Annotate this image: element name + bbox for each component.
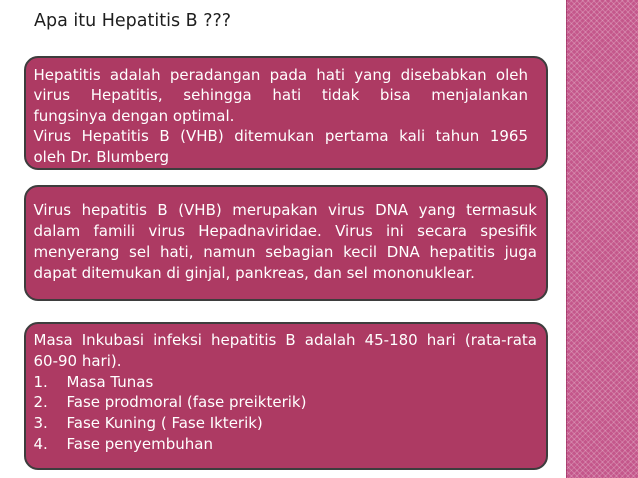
phase-number: 3. xyxy=(33,414,48,433)
virus-description-line: dapat ditemukan di ginjal, pankreas, dan sel mononuklear. xyxy=(33,264,475,282)
incubation-intro-line: Masa Inkubasi infeksi hepatitis B adalah 45-180 hari (rata-rata xyxy=(33,331,537,349)
phase-number: 1. xyxy=(33,372,48,391)
phase-list-item xyxy=(34,413,538,434)
phase-number: 2. xyxy=(33,393,48,412)
phase-list-item xyxy=(34,392,538,413)
incubation-box xyxy=(24,322,548,470)
definition-line: Hepatitis adalah peradangan pada hati yang disebabkan oleh xyxy=(33,65,528,84)
definition-line: oleh Dr. Blumberg xyxy=(33,147,169,166)
slide-title: Apa itu Hepatitis B ??? xyxy=(34,11,232,31)
definition-line: fungsinya dengan optimal. xyxy=(33,106,235,125)
virus-description-line: dalam famili virus Hepadnaviridae. Virus ini secara spesifik xyxy=(33,222,537,240)
definition-box xyxy=(24,56,548,170)
phase-label: Fase Kuning ( Fase Ikterik) xyxy=(66,414,263,433)
virus-description-line: menyerang sel hati, namun sebagian kecil DNA hepatitis juga xyxy=(33,243,537,261)
phase-number: 4. xyxy=(33,434,48,453)
phase-list-item xyxy=(34,434,538,455)
phase-label: Fase penyembuhan xyxy=(66,434,213,453)
virus-description-line: Virus hepatitis B (VHB) merupakan virus DNA yang termasuk xyxy=(33,201,537,219)
phase-label: Masa Tunas xyxy=(66,372,154,391)
virus-description-box xyxy=(24,185,548,301)
definition-line: Virus Hepatitis B (VHB) ditemukan pertama kali tahun 1965 xyxy=(33,127,528,145)
phase-list-item xyxy=(34,372,538,393)
incubation-intro-line: 60-90 hari). xyxy=(33,351,122,370)
decorative-side-strip xyxy=(566,0,638,478)
phase-label: Fase prodmoral (fase preikterik) xyxy=(66,393,307,412)
definition-line: virus Hepatitis, sehingga hati tidak bisa menjalankan xyxy=(33,86,528,104)
